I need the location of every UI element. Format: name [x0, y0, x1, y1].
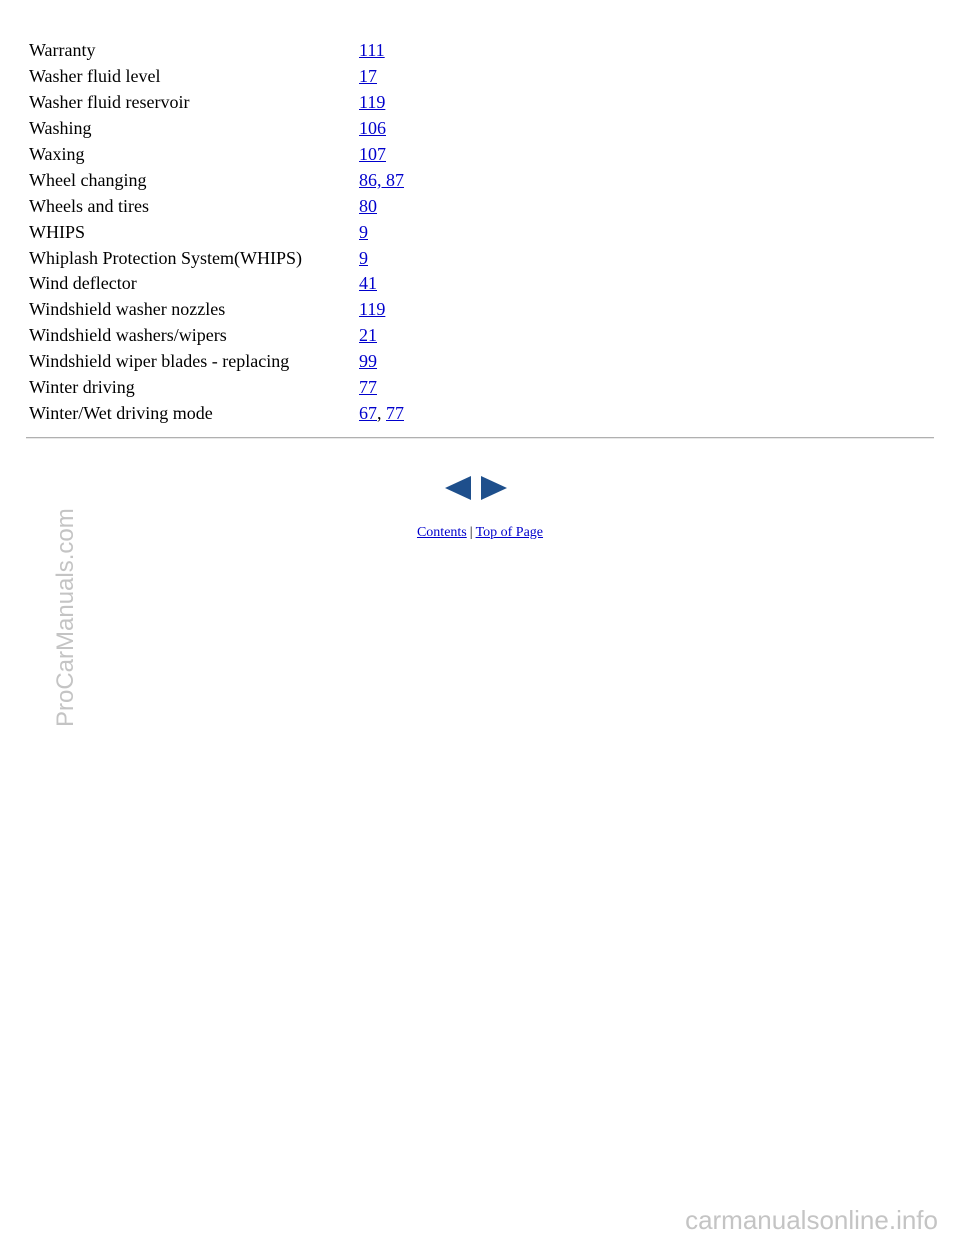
index-pages — [359, 222, 368, 243]
page-link[interactable]: 67 — [359, 402, 377, 423]
page-link[interactable]: 77 — [386, 402, 404, 423]
page-link[interactable]: 99 — [359, 351, 377, 372]
page-separator: , — [377, 402, 386, 423]
contents-link[interactable]: Contents — [416, 525, 467, 540]
index-pages — [359, 273, 377, 294]
index-term: Windshield wiper blades - replacing — [29, 351, 290, 372]
page-link[interactable]: 17 — [359, 66, 377, 87]
index-term: Washer fluid level — [29, 66, 161, 87]
index-term: Washer fluid reservoir — [29, 92, 190, 113]
index-pages — [359, 144, 386, 165]
index-term: Windshield washer nozzles — [29, 299, 226, 320]
page-link[interactable]: 9 — [359, 247, 368, 268]
index-entry — [29, 297, 404, 323]
index-entry — [29, 375, 404, 401]
index-entry — [29, 167, 404, 193]
index-term: Warranty — [29, 40, 96, 61]
index-entry — [29, 219, 404, 245]
footer-links — [0, 525, 960, 541]
index-pages — [359, 325, 377, 346]
page-nav — [443, 474, 509, 502]
index-entry — [29, 142, 404, 168]
index-term: Whiplash Protection System(WHIPS) — [29, 247, 302, 268]
page-link[interactable]: 41 — [359, 273, 377, 294]
index-entry — [29, 271, 404, 297]
bottom-watermark: carmanualsonline.info — [685, 1205, 938, 1235]
index-term: Winter driving — [29, 377, 135, 398]
index-term: Waxing — [29, 144, 85, 164]
index-entry — [29, 349, 404, 375]
index-term: Windshield washers/wipers — [29, 325, 227, 346]
index-term: Wheel changing — [29, 169, 147, 190]
page-link[interactable]: 107 — [359, 144, 386, 164]
index-entry — [29, 193, 404, 219]
index-pages — [359, 403, 404, 424]
footer-separator: | — [469, 525, 473, 540]
index-entry — [29, 90, 404, 116]
page-link[interactable]: 106 — [359, 118, 386, 139]
page-link[interactable]: 77 — [359, 377, 377, 398]
index-term: WHIPS — [29, 221, 86, 242]
page-link[interactable]: 111 — [359, 40, 385, 61]
top-of-page-link[interactable]: Top of Page — [475, 525, 544, 540]
index-pages — [359, 92, 385, 113]
page-link[interactable]: 80 — [359, 195, 377, 216]
index-entry — [29, 400, 404, 426]
page-link[interactable]: 119 — [359, 299, 386, 320]
index-term: Wind deflector — [29, 273, 137, 294]
index-entry — [29, 245, 404, 271]
index-term: Wheels and tires — [29, 195, 149, 216]
horizontal-rule — [26, 437, 934, 439]
index-pages — [359, 377, 377, 398]
page-link[interactable]: 86, 87 — [359, 169, 404, 190]
page-link[interactable]: 119 — [359, 92, 386, 113]
left-watermark: ProCarManuals.com — [52, 508, 79, 727]
index-entry — [29, 38, 404, 64]
index-entry — [29, 64, 404, 90]
index-pages — [359, 66, 377, 87]
index-term: Washing — [29, 118, 92, 139]
index-list — [29, 38, 404, 426]
index-pages — [359, 196, 377, 217]
index-entry — [29, 323, 404, 349]
index-entry — [29, 116, 404, 142]
page-link[interactable]: 21 — [359, 325, 377, 346]
next-page-icon[interactable] — [479, 474, 509, 502]
previous-page-icon[interactable] — [443, 474, 473, 502]
index-term: Winter/Wet driving mode — [29, 402, 213, 423]
index-pages — [359, 248, 368, 269]
index-pages — [359, 351, 377, 372]
index-pages — [359, 118, 386, 139]
index-pages — [359, 40, 385, 61]
index-pages — [359, 299, 385, 320]
page-link[interactable]: 9 — [359, 221, 368, 242]
index-pages — [359, 170, 404, 191]
